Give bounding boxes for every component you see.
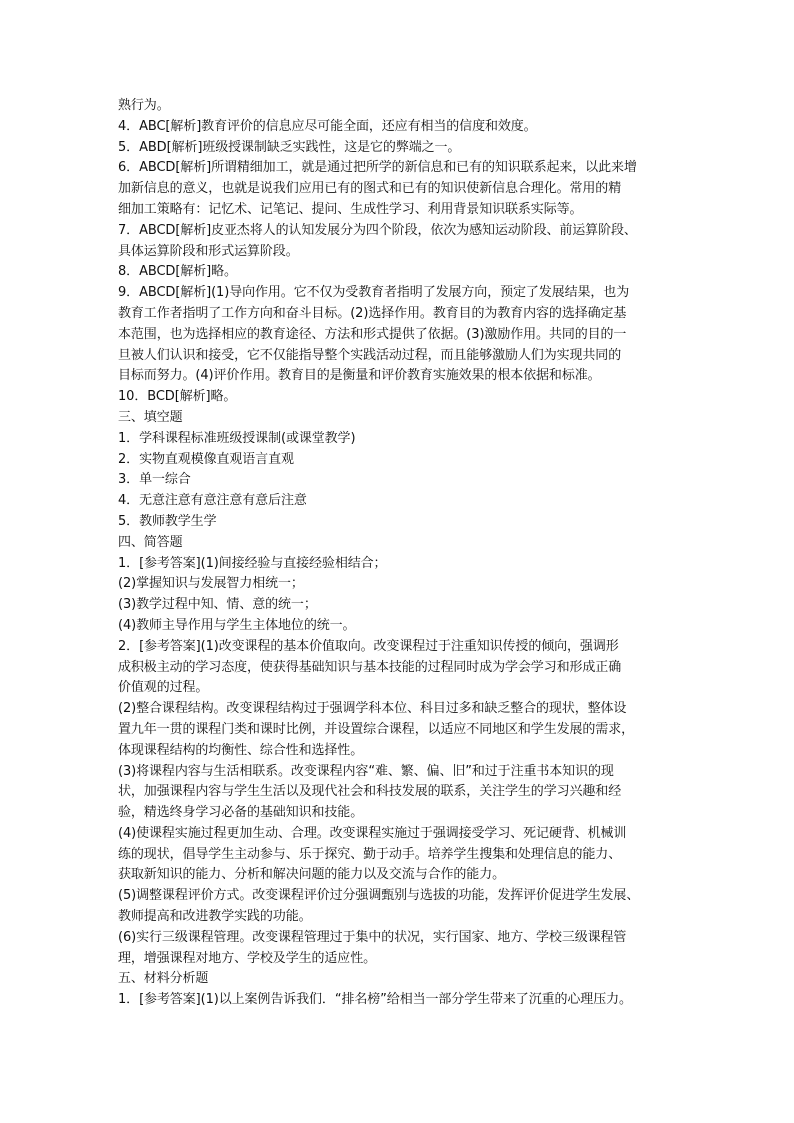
text-line: 教育工作者指明了工作方向和奋斗目标。(2)选择作用。教育目的为教育内容的选择确定基	[118, 305, 627, 321]
answer-line: 4．无意注意有意注意有意后注意	[118, 493, 307, 509]
answer-line: 1．[参考答案](1)以上案例告诉我们．“排名榜”给相当一部分学生带来了沉重的心理压力。	[118, 992, 632, 1008]
answer-line: 5．教师教学生学	[118, 513, 217, 529]
text-line: (3)将课程内容与生活相联系。改变课程内容“难、繁、偏、旧”和过于注重书本知识的现	[118, 763, 614, 779]
answer-line: 9．ABCD[解析](1)导向作用。它不仅为受教育者指明了发展方向，预定了发展结果，也为	[118, 285, 630, 301]
text-line: 旦被人们认识和接受，它不仅能指导整个实践活动过程，而且能够激励人们为实现共同的	[118, 347, 622, 363]
text-line: 理，增强课程对地方、学校及学生的适应性。	[118, 950, 377, 966]
text-line: 加新信息的意义，也就是说我们应用已有的图式和已有的知识使新信息合理化。常用的精	[118, 181, 622, 197]
answer-line: 8．ABCD[解析]略。	[118, 264, 237, 280]
text-line: 本范围，也为选择相应的教育途径、方法和形式提供了依据。(3)激励作用。共同的目的一	[118, 326, 627, 342]
text-line: (3)教学过程中知、情、意的统一；	[118, 597, 317, 613]
text-line: 成积极主动的学习态度，使获得基础知识与基本技能的过程同时成为学会学习和形成正确	[118, 659, 622, 675]
text-line: 获取新知识的能力、分析和解决问题的能力以及交流与合作的能力。	[118, 867, 506, 883]
text-line: 体现课程结构的均衡性、综合性和选择性。	[118, 742, 364, 758]
text-line: (6)实行三级课程管理。改变课程管理过于集中的状况，实行国家、地方、学校三级课程管	[118, 929, 627, 945]
answer-line: 7．ABCD[解析]皮亚杰将人的认知发展分为四个阶段，依次为感知运动阶段、前运算阶段、	[118, 222, 637, 238]
text-line: (2)整合课程结构。改变课程结构过于强调学科本位、科目过多和缺乏整合的现状，整体设	[118, 701, 627, 717]
text-line: 熟行为。	[118, 98, 170, 113]
text-line: 细加工策略有：记忆术、记笔记、提问、生成性学习、利用背景知识联系实际等。	[118, 201, 583, 217]
section-heading: 四、简答题	[118, 534, 183, 550]
section-heading: 五、材料分析题	[118, 971, 209, 987]
text-line: 置九年一贯的课程门类和课时比例，并设置综合课程，以适应不同地区和学生发展的需求，	[118, 721, 635, 737]
text-line: 目标而努力。(4)评价作用。教育目的是衡量和评价教育实施效果的根本依据和标准。	[118, 368, 601, 384]
document-body	[118, 96, 690, 1011]
text-line: 状，加强课程内容与学生生活以及现代社会和科技发展的联系，关注学生的学习兴趣和经	[118, 784, 622, 800]
text-line: (5)调整课程评价方式。改变课程评价过分强调甄别与选拔的功能，发挥评价促进学生发展、	[118, 888, 640, 904]
answer-line: 5．ABD[解析]班级授课制缺乏实践性，这是它的弊端之一。	[118, 139, 461, 155]
text-line: (2)掌握知识与发展智力相统一；	[118, 576, 304, 592]
answer-line: 1．[参考答案](1)间接经验与直接经验相结合；	[118, 555, 387, 571]
answer-line: 4．ABC[解析]教育评价的信息应尽可能全面，还应有相当的信度和效度。	[118, 118, 537, 134]
text-line: (4)教师主导作用与学生主体地位的统一。	[118, 617, 356, 633]
text-line: 练的现状，倡导学生主动参与、乐于探究、勤于动手。培养学生搜集和处理信息的能力、	[118, 846, 622, 862]
text-line: 教师提高和改进教学实践的功能。	[118, 909, 312, 925]
answer-line: 1．学科课程标准班级授课制(或课堂教学)	[118, 430, 356, 446]
section-heading: 三、填空题	[118, 409, 183, 425]
text-line: 具体运算阶段和形式运算阶段。	[118, 243, 299, 259]
answer-line: 2．实物直观模像直观语言直观	[118, 451, 294, 467]
answer-line: 10．BCD[解析]略。	[118, 389, 237, 405]
answer-line: 3．单一综合	[118, 472, 191, 488]
text-line: 价值观的过程。	[118, 680, 209, 696]
text-line: (4)使课程实施过程更加生动、合理。改变课程实施过于强调接受学习、死记硬背、机械训	[118, 825, 627, 841]
answer-line: 6．ABCD[解析]所谓精细加工，就是通过把所学的新信息和已有的知识联系起来，以此来增	[118, 160, 637, 176]
answer-line: 2．[参考答案](1)改变课程的基本价值取向。改变课程过于注重知识传授的倾向，强调形	[118, 638, 619, 654]
text-line: 验，精选终身学习必备的基础知识和技能。	[118, 805, 364, 821]
